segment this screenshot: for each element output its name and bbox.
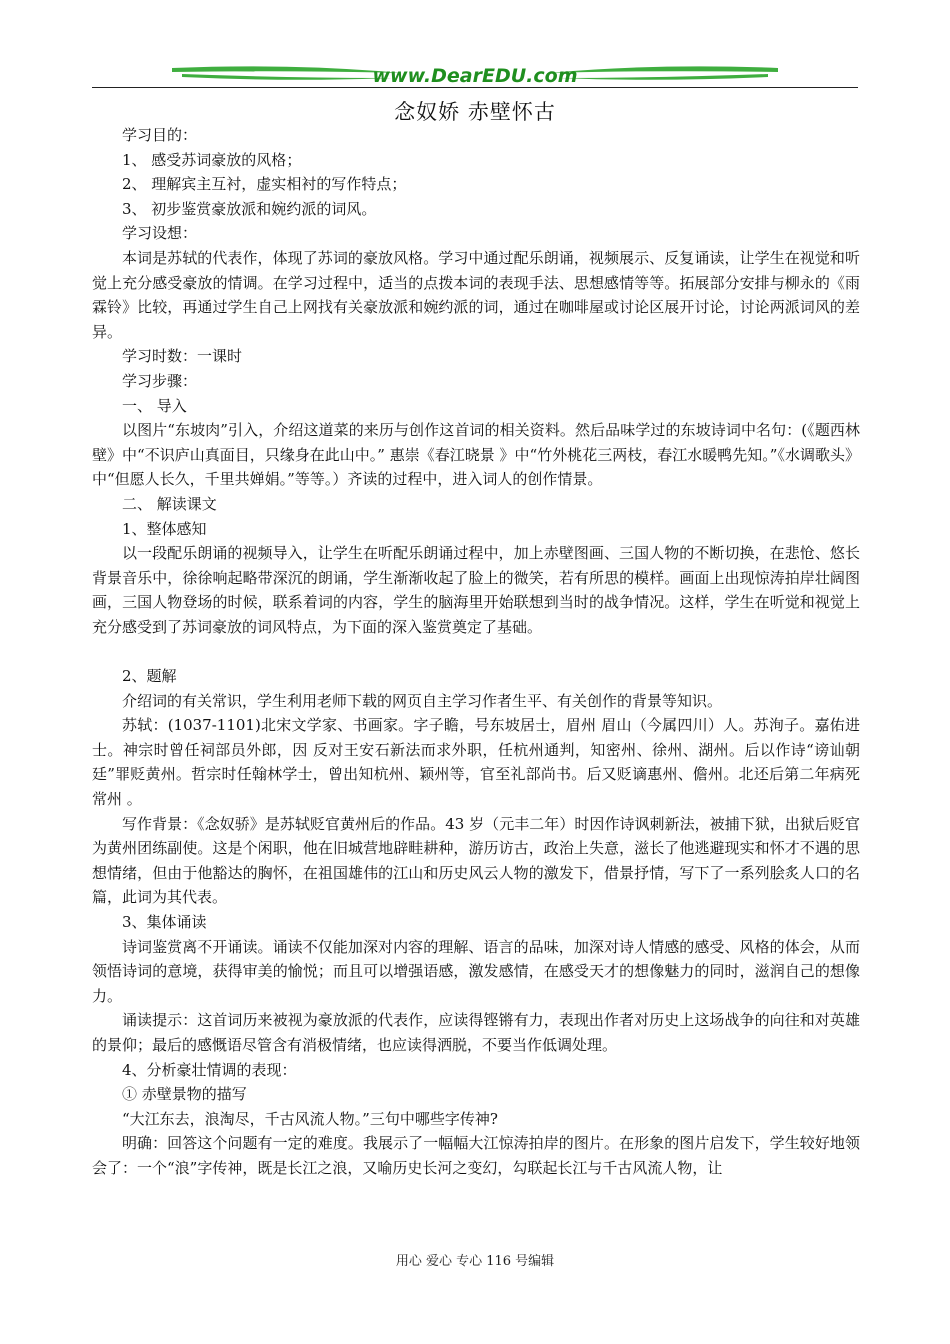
body-paragraph: 写作背景：《念奴骄》是苏轼贬官黄州后的作品。43 岁（元丰二年）时因作诗讽刺新法，被捕下狱，出狱后贬官为黄州团练副使。这是个闲职，他在旧城营地辟畦耕种，游历访古，政治上失意，滋长了他逃避现实和怀才不遇的思想情绪，但由于他豁达的胸怀，在祖国雄伟的江山和历史风云人物的激发下，借景抒情，写下了一系列脍炙人口的名篇，此词为其代表。 (92, 814, 860, 907)
section-heading: 一、 导入 (122, 396, 187, 415)
section-heading: 二、 解读课文 (122, 494, 217, 513)
section-heading: 学习设想： (122, 224, 198, 243)
list-item: 3、 初步鉴赏豪放派和婉约派的词风。 (122, 199, 377, 218)
subsection-heading: ① 赤壁景物的描写 (122, 1085, 247, 1104)
subsection-heading: 3、集体诵读 (122, 913, 207, 931)
blank-line (92, 639, 860, 664)
subsection-heading: 1、整体感知 (122, 519, 207, 538)
body-paragraph: 苏轼：(1037-1101)北宋文学家、书画家。字子瞻，号东坡居士，眉州 眉山（今属四川）人。苏洵子。嘉佑进士。神宗时曾任祠部员外郎，因 反对王安石新法而求外职，任杭州通判，知密州、徐州、湖州。后以作诗“谤讪朝廷”罪贬黄州。哲宗时任翰林学士，曾出知杭州、颖州等，官至礼部尚书。后又贬谪惠州、儋州。北还后第二年病死常州 。 (92, 716, 860, 809)
header-banner (92, 60, 858, 90)
banner-swoosh-graphic (92, 60, 858, 90)
document-body (92, 123, 860, 1181)
body-paragraph: 诵读提示：这首词历来被视为豪放派的代表作，应读得铿锵有力，表现出作者对历史上这场战争的向往和对英雄的景仰；最后的感慨语尽管含有消极情绪，也应读得洒脱，不要当作低调处理。 (92, 1011, 860, 1054)
header-divider (92, 87, 858, 88)
body-paragraph: 本词是苏轼的代表作，体现了苏词的豪放风格。学习中通过配乐朗诵，视频展示、反复诵读，让学生在视觉和听觉上充分感受豪放的情调。在学习过程中，适当的点拨本词的表现手法、思想感情等等。拓展部分安排与柳永的《雨霖铃》比较，再通过学生自己上网找有关豪放派和婉约派的词，通过在咖啡屋或讨论区展开讨论，讨论两派词风的差异。 (92, 248, 860, 341)
body-paragraph: 诗词鉴赏离不开诵读。诵读不仅能加深对内容的理解、语言的品味，加深对诗人情感的感受、风格的体会，从而领悟诗词的意境，获得审美的愉悦；而且可以增强语感，激发感情，在感受天才的想像魅力的同时，滋润自己的想像力。 (92, 937, 860, 1005)
site-logo-text: www.DearEDU.com (372, 65, 578, 87)
subsection-heading: 4、分析豪壮情调的表现： (122, 1060, 297, 1079)
section-heading: 学习步骤： (122, 371, 198, 390)
subsection-heading: 2、题解 (122, 667, 177, 686)
document-title: 念奴娇 赤壁怀古 (394, 100, 556, 124)
section-heading: 学习时数：一课时 (122, 347, 243, 366)
page-footer: 用心 爱心 专心 116 号编辑 (395, 1254, 555, 1269)
body-paragraph: 以一段配乐朗诵的视频导入，让学生在听配乐朗诵过程中，加上赤壁图画、三国人物的不断切换，在悲怆、悠长背景音乐中，徐徐响起略带深沉的朗诵，学生渐渐收起了脸上的微笑，若有所思的模样。画面上出现惊涛拍岸壮阔图画，三国人物登场的时候，联系着词的内容，学生的脑海里开始联想到当时的战争情况。这样，学生在听觉和视觉上充分感受到了苏词豪放的词风特点，为下面的深入鉴赏奠定了基础。 (92, 544, 860, 636)
body-paragraph: 以图片“东坡肉”引入，介绍这道菜的来历与创作这首词的相关资料。然后品味学过的东坡诗词中名句：(《题西林壁》中“不识庐山真面目，只缘身在此山中。” 惠崇《春江晓景 》中“竹外桃花三两枝，春江水暖鸭先知。”《水调歌头》中“但愿人长久，千里共婵娟。”等等。）齐读的过程中，进入词人的创作情景。 (92, 421, 860, 489)
body-paragraph: 明确：回答这个问题有一定的难度。我展示了一幅幅大江惊涛拍岸的图片。在形象的图片启发下，学生较好地领会了：一个“浪”字传神，既是长江之浪，又喻历史长河之变幻，勾联起长江与千古风流人物，让 (92, 1134, 860, 1177)
list-item: 1、 感受苏词豪放的风格； (122, 150, 302, 169)
section-heading: 学习目的： (122, 126, 198, 144)
list-item: 2、 理解宾主互衬，虚实相衬的写作特点； (122, 175, 407, 194)
body-paragraph: “大江东去，浪淘尽，千古风流人物。”三句中哪些字传神? (122, 1109, 498, 1128)
body-paragraph: 介绍词的有关常识，学生利用老师下载的网页自主学习作者生平、有关创作的背景等知识。 (122, 691, 723, 710)
